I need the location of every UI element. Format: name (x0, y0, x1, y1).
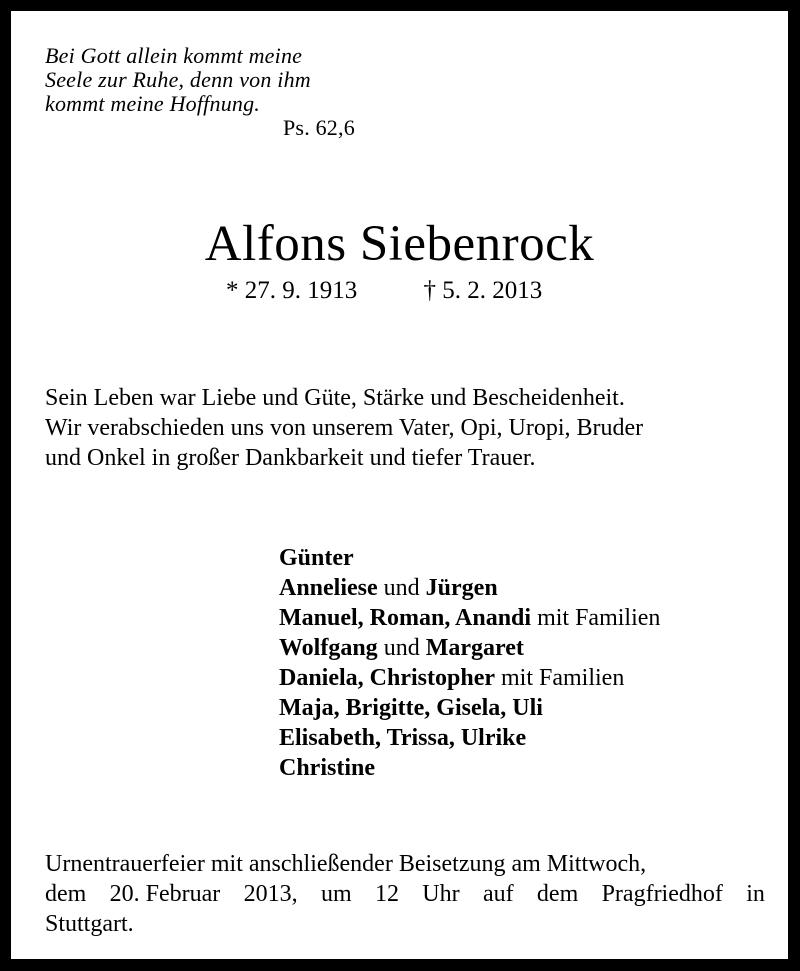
mourner-name: Anneliese (279, 575, 378, 601)
connector-text: mit Familien (531, 605, 661, 631)
service-word: Uhr (422, 881, 460, 907)
connector-text: und (377, 635, 426, 661)
family-member-line (279, 543, 660, 573)
service-line (45, 879, 765, 909)
family-member-line (279, 753, 660, 783)
service-word: dem (536, 881, 579, 907)
connector-text: und (377, 575, 426, 601)
bible-verse (45, 44, 355, 140)
family-member-line (279, 693, 660, 723)
service-word: auf (482, 881, 514, 907)
service-line: Urnentrauerfeier mit anschließender Beisetzung am Mittwoch, (45, 851, 647, 877)
mourner-name: Elisabeth, Trissa, Ulrike (279, 725, 527, 751)
message-line: und Onkel in großer Dankbarkeit und tiefer Trauer. (45, 445, 536, 471)
message-line: Wir verabschieden uns von unserem Vater, Opi, Uropi, Bruder (45, 415, 644, 441)
service-word: um (320, 881, 352, 907)
mourner-name: Christine (279, 755, 375, 781)
verse-line: Bei Gott allein kommt meine (45, 43, 303, 68)
verse-line: Seele zur Ruhe, denn von ihm (45, 67, 311, 92)
message-line: Sein Leben war Liebe und Güte, Stärke und Bescheidenheit. (45, 385, 625, 411)
deceased-name: Alfons Siebenrock (204, 216, 595, 272)
mourner-name: Daniela, Christopher (279, 665, 495, 691)
family-member-line (279, 723, 660, 753)
family-member-line (279, 603, 660, 633)
verse-reference: Ps. 62,6 (283, 115, 355, 140)
service-line: Stuttgart. (45, 911, 134, 937)
service-word: in (746, 881, 765, 907)
connector-text: mit Familien (495, 665, 625, 691)
mourner-name: Jürgen (425, 575, 498, 601)
service-word: Pragfriedhof (601, 881, 723, 907)
service-word: dem (45, 881, 87, 907)
death-date: † 5. 2. 2013 (423, 277, 543, 304)
family-member-line (279, 573, 660, 603)
family-member-line (279, 663, 660, 693)
memorial-message (45, 383, 643, 473)
service-word: 2013, (243, 881, 298, 907)
mourner-name: Manuel, Roman, Anandi (279, 605, 532, 631)
mourner-name: Wolfgang (279, 635, 378, 661)
obituary-card (11, 11, 788, 959)
mourner-name: Maja, Brigitte, Gisela, Uli (279, 695, 543, 721)
family-mourners-list (279, 543, 660, 783)
funeral-service-info (45, 849, 765, 939)
family-member-line (279, 633, 660, 663)
birth-date: * 27. 9. 1913 (226, 277, 358, 304)
mourner-name: Günter (279, 545, 354, 571)
service-word: 20. Februar (109, 881, 221, 907)
life-dates (226, 276, 542, 306)
mourner-name: Margaret (425, 635, 524, 661)
verse-line: kommt meine Hoffnung. (45, 91, 260, 116)
service-word: 12 (374, 881, 399, 907)
